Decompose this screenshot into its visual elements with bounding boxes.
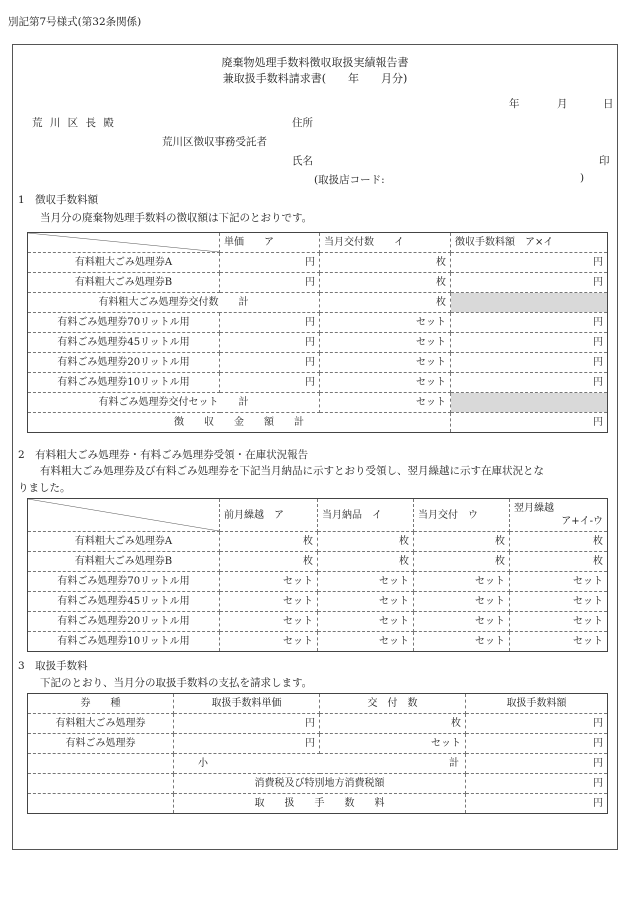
input-cell[interactable]: 枚 bbox=[320, 293, 451, 313]
blank-cell bbox=[28, 794, 174, 814]
input-cell[interactable]: 円 bbox=[220, 333, 320, 353]
table-row bbox=[28, 333, 608, 353]
table-row bbox=[28, 794, 608, 814]
name-label: 氏名 bbox=[292, 155, 313, 167]
agent-label: 荒川区徴収事務受託者 bbox=[162, 136, 267, 148]
section2-intro-line1: 有料粗大ごみ処理券及び有料ごみ処理券を下記当月納品に示すとおり受領し、翌月繰越に示す在庫状況とな bbox=[40, 465, 544, 477]
table-row bbox=[28, 632, 608, 652]
handling-fee-total-amount[interactable]: 円 bbox=[466, 794, 608, 814]
table-row bbox=[28, 774, 608, 794]
table-row bbox=[28, 413, 608, 433]
input-cell[interactable]: セット bbox=[318, 592, 414, 612]
row-label: 有料粗大ごみ処理券A bbox=[28, 253, 220, 273]
table-row bbox=[28, 313, 608, 333]
input-cell[interactable]: 円 bbox=[220, 253, 320, 273]
date-month[interactable]: 月 bbox=[557, 98, 568, 110]
subtotal-amount[interactable]: 円 bbox=[466, 754, 608, 774]
input-cell[interactable]: 円 bbox=[451, 313, 608, 333]
row-label: 有料粗大ごみ処理券交付数 計 bbox=[28, 293, 320, 313]
handling-fee-table bbox=[27, 693, 608, 814]
input-cell[interactable]: 円 bbox=[220, 273, 320, 293]
input-cell[interactable]: セット bbox=[318, 612, 414, 632]
header-next-carryover: 翌月繰越 ア+イ-ウ bbox=[510, 499, 608, 532]
row-label: 有料粗大ごみ処理券A bbox=[28, 532, 220, 552]
table-row bbox=[28, 552, 608, 572]
input-cell[interactable]: 枚 bbox=[414, 552, 510, 572]
table-row bbox=[28, 532, 608, 552]
header-fee-amount: 徴収手数料額 ア×イ bbox=[451, 233, 608, 253]
input-cell[interactable]: セット bbox=[318, 632, 414, 652]
subtotal-label: 小 計 bbox=[174, 754, 466, 774]
table-row bbox=[28, 293, 608, 313]
header-ticket-type: 券 種 bbox=[28, 694, 174, 714]
input-cell[interactable]: セット bbox=[220, 572, 318, 592]
date-year[interactable]: 年 bbox=[509, 98, 520, 110]
input-cell[interactable]: 円 bbox=[220, 353, 320, 373]
header-issued-count: 当月交付数 イ bbox=[320, 233, 451, 253]
header-prev-carryover: 前月繰越 ア bbox=[220, 499, 318, 532]
input-cell[interactable]: 円 bbox=[451, 273, 608, 293]
header-issued: 当月交付 ウ bbox=[414, 499, 510, 532]
input-cell[interactable]: セット bbox=[220, 592, 318, 612]
header-unit-price: 単価 ア bbox=[220, 233, 320, 253]
row-label: 有料粗大ごみ処理券 bbox=[28, 714, 174, 734]
table-row bbox=[28, 353, 608, 373]
input-cell[interactable]: 枚 bbox=[414, 532, 510, 552]
store-code-close: ) bbox=[580, 172, 585, 184]
input-cell[interactable]: セット bbox=[220, 632, 318, 652]
section1-intro: 当月分の廃棄物処理手数料の徴収額は下記のとおりです。 bbox=[40, 212, 313, 224]
section2-intro-line2: りました。 bbox=[18, 482, 71, 494]
form-title-line2: 兼取扱手数料請求書( 年 月分) bbox=[222, 72, 408, 85]
input-cell[interactable]: セット bbox=[318, 572, 414, 592]
row-label: 有料ごみ処理券10リットル用 bbox=[28, 373, 220, 393]
diagonal-header-cell bbox=[28, 499, 220, 532]
input-cell[interactable]: セット bbox=[320, 333, 451, 353]
stock-status-table bbox=[27, 498, 608, 652]
input-cell[interactable]: 円 bbox=[466, 714, 608, 734]
input-cell[interactable]: 円 bbox=[174, 714, 320, 734]
tax-label: 消費税及び特別地方消費税額 bbox=[174, 774, 466, 794]
section3-intro: 下記のとおり、当月分の取扱手数料の支払を請求します。 bbox=[40, 677, 313, 689]
row-label: 有料ごみ処理券70リットル用 bbox=[28, 313, 220, 333]
input-cell[interactable]: セット bbox=[320, 353, 451, 373]
header-handling-unit-price: 取扱手数料単価 bbox=[174, 694, 320, 714]
input-cell[interactable]: 円 bbox=[220, 313, 320, 333]
input-cell[interactable]: 円 bbox=[451, 353, 608, 373]
table-row bbox=[28, 612, 608, 632]
input-cell[interactable]: 円 bbox=[451, 333, 608, 353]
form-number: 別記第7号様式(第32条関係) bbox=[8, 16, 142, 28]
table-row bbox=[28, 592, 608, 612]
table-row bbox=[28, 273, 608, 293]
blank-cell bbox=[28, 754, 174, 774]
input-cell[interactable]: セット bbox=[510, 572, 608, 592]
input-cell[interactable]: 枚 bbox=[220, 552, 318, 572]
input-cell[interactable]: 枚 bbox=[318, 552, 414, 572]
input-cell[interactable]: セット bbox=[414, 572, 510, 592]
input-cell[interactable]: 枚 bbox=[220, 532, 318, 552]
shaded-cell bbox=[451, 393, 608, 413]
row-label: 有料ごみ処理券70リットル用 bbox=[28, 572, 220, 592]
table-row bbox=[28, 734, 608, 754]
header-delivered: 当月納品 イ bbox=[318, 499, 414, 532]
input-cell[interactable]: セット bbox=[414, 632, 510, 652]
row-label: 有料粗大ごみ処理券B bbox=[28, 552, 220, 572]
store-code-label: (取扱店コード: bbox=[314, 174, 385, 186]
input-cell[interactable]: セット bbox=[320, 373, 451, 393]
input-cell[interactable]: セット bbox=[414, 592, 510, 612]
input-cell[interactable]: セット bbox=[220, 612, 318, 632]
input-cell[interactable]: 円 bbox=[174, 734, 320, 754]
row-label: 有料ごみ処理券10リットル用 bbox=[28, 632, 220, 652]
input-cell[interactable]: 枚 bbox=[510, 532, 608, 552]
section2-heading: 2 有料粗大ごみ処理券・有料ごみ処理券受領・在庫状況報告 bbox=[18, 449, 309, 461]
input-cell[interactable]: 円 bbox=[466, 734, 608, 754]
input-cell[interactable]: 枚 bbox=[510, 552, 608, 572]
input-cell[interactable]: セット bbox=[414, 612, 510, 632]
table-row bbox=[28, 253, 608, 273]
input-cell[interactable]: 枚 bbox=[318, 532, 414, 552]
input-cell[interactable]: 枚 bbox=[320, 273, 451, 293]
diagonal-header-cell bbox=[28, 233, 220, 253]
section3-heading: 3 取扱手数料 bbox=[18, 660, 88, 672]
row-label: 有料ごみ処理券20リットル用 bbox=[28, 353, 220, 373]
collection-fee-table bbox=[27, 232, 608, 433]
input-cell[interactable]: セット bbox=[320, 393, 451, 413]
input-cell[interactable]: 枚 bbox=[320, 714, 466, 734]
table-row bbox=[28, 393, 608, 413]
table-row bbox=[28, 714, 608, 734]
input-cell[interactable]: 枚 bbox=[320, 253, 451, 273]
input-cell[interactable]: セット bbox=[320, 313, 451, 333]
table-row bbox=[28, 572, 608, 592]
input-cell[interactable]: セット bbox=[510, 612, 608, 632]
seal-mark: 印 bbox=[599, 155, 610, 167]
row-label: 有料ごみ処理券45リットル用 bbox=[28, 333, 220, 353]
input-cell[interactable]: 円 bbox=[451, 413, 608, 433]
handling-fee-total-label: 取 扱 手 数 料 bbox=[174, 794, 466, 814]
row-label: 徴 収 金 額 計 bbox=[28, 413, 451, 433]
table-row bbox=[28, 754, 608, 774]
section1-heading: 1 徴収手数料額 bbox=[18, 194, 99, 206]
row-label: 有料ごみ処理券交付セット 計 bbox=[28, 393, 320, 413]
input-cell[interactable]: 円 bbox=[451, 253, 608, 273]
row-label: 有料粗大ごみ処理券B bbox=[28, 273, 220, 293]
table-row bbox=[28, 373, 608, 393]
date-day[interactable]: 日 bbox=[603, 98, 614, 110]
input-cell[interactable]: セット bbox=[510, 632, 608, 652]
input-cell[interactable]: 円 bbox=[451, 373, 608, 393]
addressee: 荒 川 区 長 殿 bbox=[32, 117, 116, 129]
header-issued-count: 交 付 数 bbox=[320, 694, 466, 714]
tax-amount[interactable]: 円 bbox=[466, 774, 608, 794]
blank-cell bbox=[28, 774, 174, 794]
input-cell[interactable]: セット bbox=[510, 592, 608, 612]
shaded-cell bbox=[451, 293, 608, 313]
row-label: 有料ごみ処理券20リットル用 bbox=[28, 612, 220, 632]
header-handling-fee-amount: 取扱手数料額 bbox=[466, 694, 608, 714]
address-label: 住所 bbox=[292, 117, 313, 129]
row-label: 有料ごみ処理券 bbox=[28, 734, 174, 754]
form-title-line1: 廃棄物処理手数料徴収取扱実績報告書 bbox=[221, 56, 409, 69]
input-cell[interactable]: セット bbox=[320, 734, 466, 754]
input-cell[interactable]: 円 bbox=[220, 373, 320, 393]
row-label: 有料ごみ処理券45リットル用 bbox=[28, 592, 220, 612]
